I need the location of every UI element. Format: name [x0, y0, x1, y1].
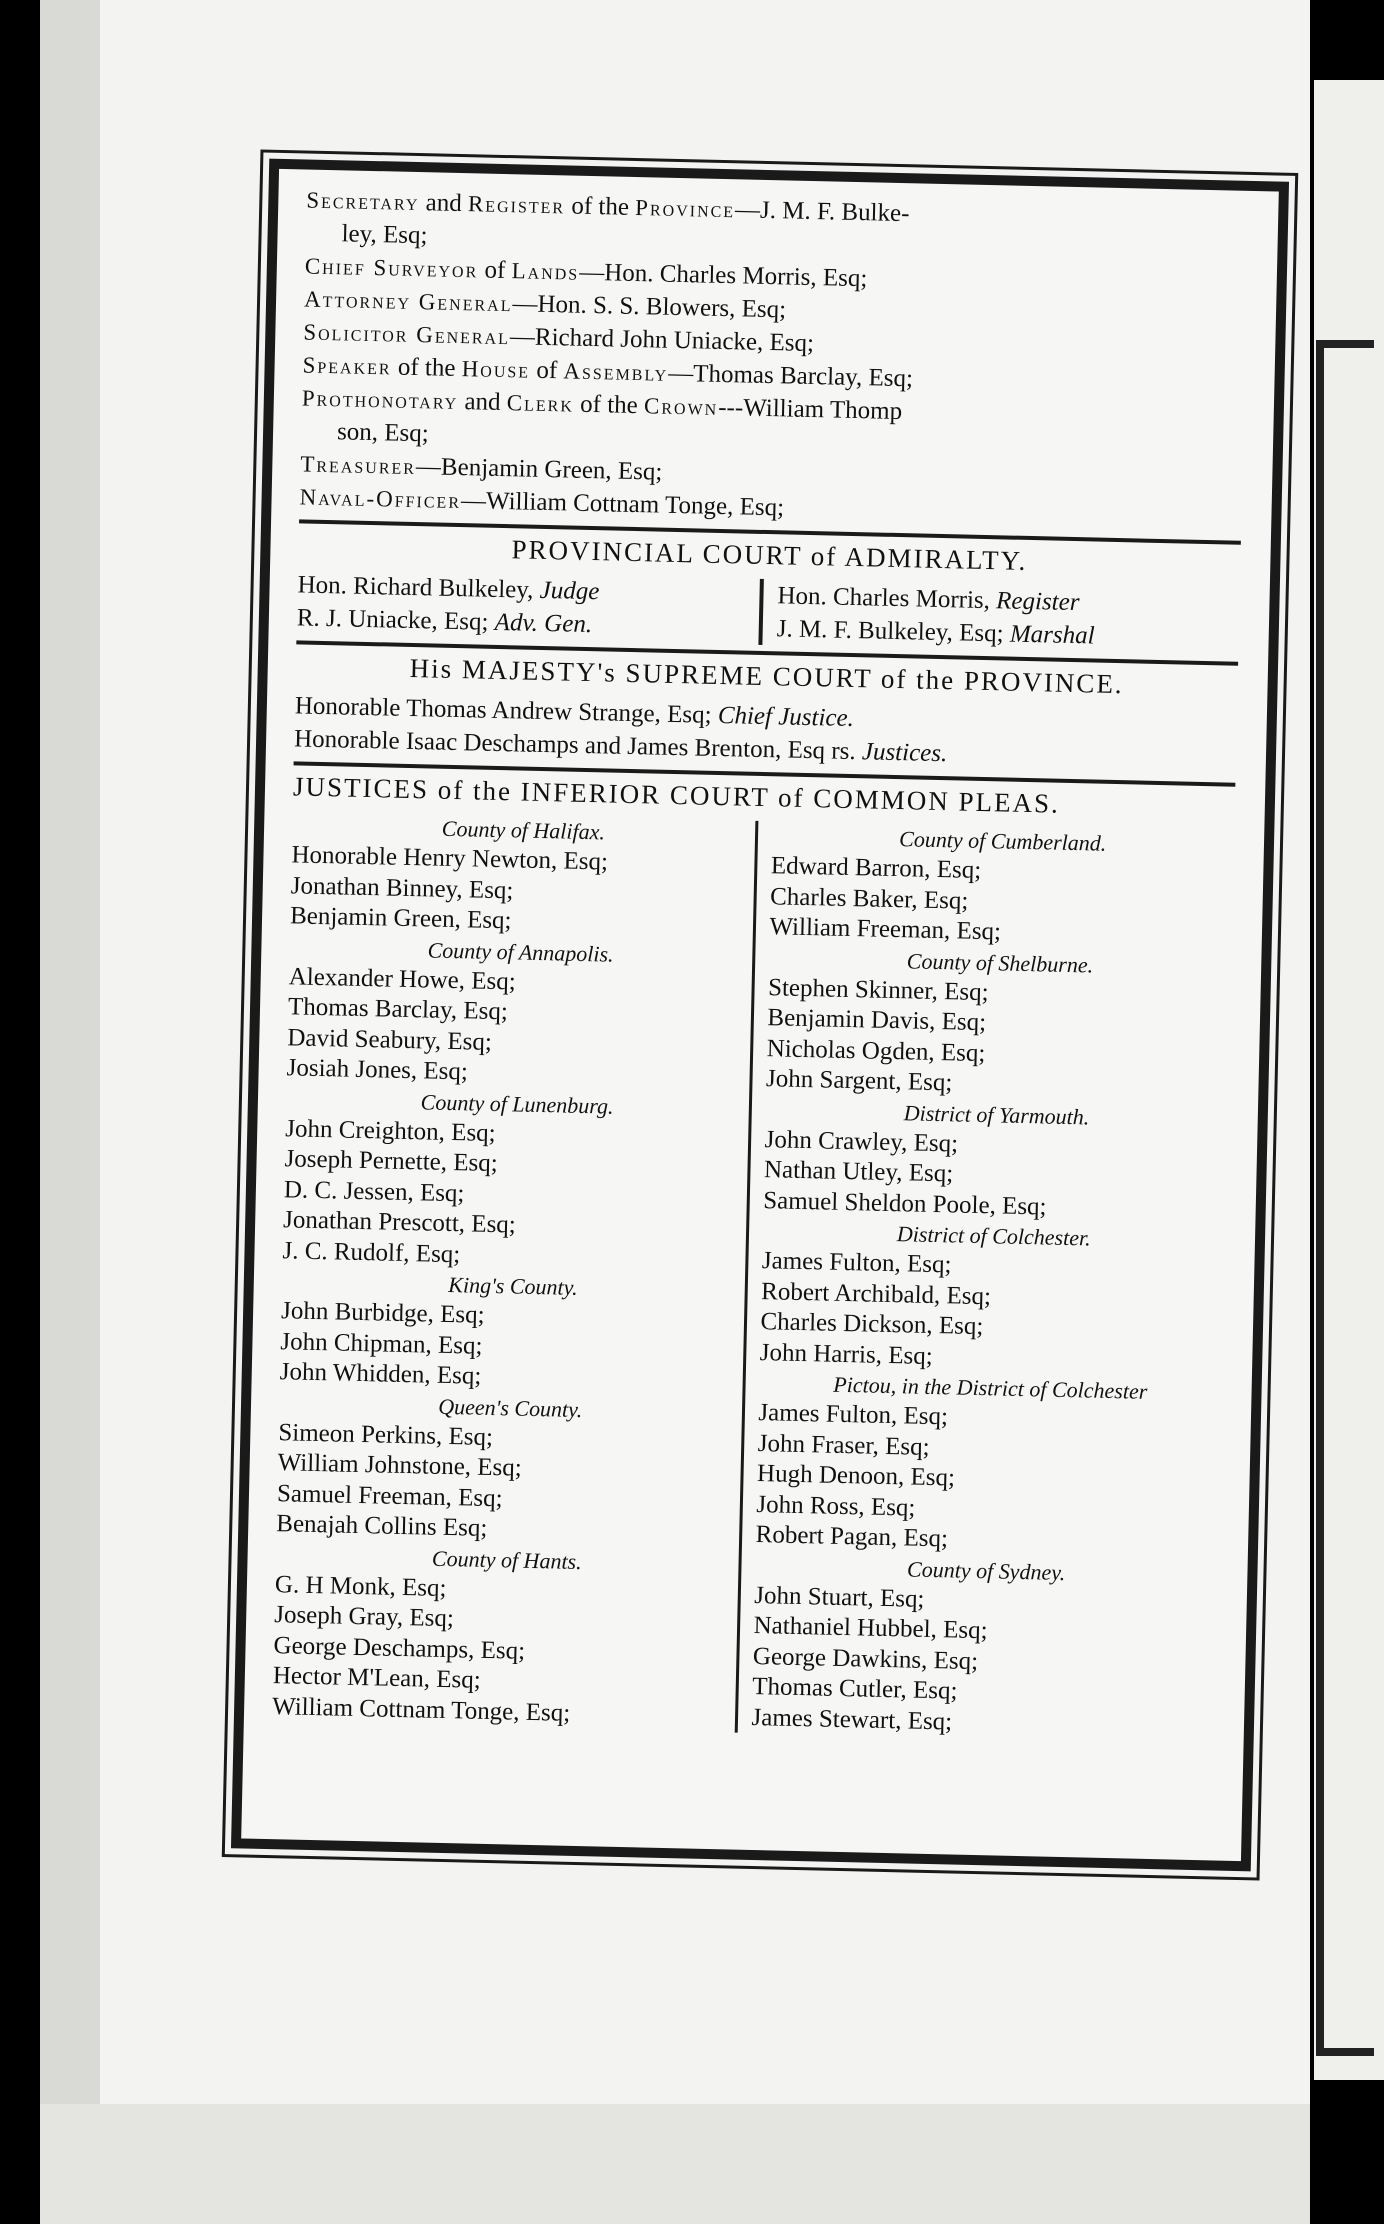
- justice-entry: John Stuart, Esq;: [754, 1581, 925, 1613]
- officer-title: Register: [467, 191, 566, 219]
- facing-page-edge: [1314, 80, 1384, 2080]
- officer-title: Assembly: [563, 358, 669, 386]
- justice-entry: Nathaniel Hubbel, Esq;: [753, 1612, 988, 1645]
- admiralty-left-column: [297, 568, 760, 644]
- entry-role: Marshal: [1009, 620, 1095, 650]
- justice-entry: John Ross, Esq;: [756, 1490, 916, 1522]
- justice-entry: Joseph Pernette, Esq;: [284, 1145, 499, 1178]
- justice-entry: Honorable Henry Newton, Esq;: [291, 841, 609, 876]
- officer-text: —J. M. F. Bulke-: [734, 196, 910, 228]
- justice-entry: Hector M'Lean, Esq;: [272, 1662, 482, 1694]
- justice-entry: Robert Archibald, Esq;: [760, 1277, 992, 1310]
- county-heading: County of Shelburne.: [906, 947, 1094, 978]
- justice-entry: Jonathan Prescott, Esq;: [282, 1206, 517, 1239]
- bordered-text-block: [231, 159, 1289, 1872]
- justice-entry: Robert Pagan, Esq;: [755, 1521, 949, 1553]
- justice-entry: John Fraser, Esq;: [757, 1429, 930, 1461]
- entry-name: Honorable Isaac Deschamps and James Brenton, Esq rs.: [293, 725, 856, 766]
- admiralty-right-column: [758, 579, 1239, 656]
- officer-line-continued: ley, Esq;: [341, 220, 428, 250]
- justice-entry: Benjamin Green, Esq;: [289, 902, 512, 935]
- county-heading: District of Yarmouth.: [903, 1099, 1090, 1129]
- officer-text: of: [529, 356, 564, 385]
- entry-name: Hon. Charles Morris,: [777, 582, 991, 615]
- justice-entry: Josiah Jones, Esq;: [286, 1054, 469, 1086]
- entry-role: Chief Justice.: [717, 701, 855, 733]
- officer-text: —Thomas Barclay, Esq;: [667, 359, 914, 393]
- justice-entry: John Crawley, Esq;: [764, 1125, 959, 1158]
- officer-text: ---William Thomp: [717, 393, 903, 426]
- justice-entry: Charles Baker, Esq;: [769, 882, 969, 915]
- officer-text: —William Cottnam Tonge, Esq;: [460, 487, 785, 522]
- officer-title: Prothonotary: [301, 385, 459, 414]
- officer-title: Speaker: [302, 352, 392, 380]
- county-heading: County of Sydney.: [906, 1555, 1066, 1585]
- county-heading: County of Hants.: [431, 1545, 582, 1574]
- officer-text: of: [478, 256, 512, 285]
- entry-role: Register: [995, 587, 1080, 617]
- county-heading: King's County.: [448, 1272, 578, 1300]
- officer-text: and: [419, 189, 469, 218]
- justices-right-column: [734, 821, 1234, 1744]
- entry-name: Hon. Richard Bulkeley,: [297, 571, 534, 604]
- justice-entry: Thomas Cutler, Esq;: [751, 1673, 958, 1705]
- entry-role: Justices.: [861, 738, 948, 768]
- justices-columns: [272, 810, 1234, 1743]
- officer-text: of the: [573, 390, 645, 420]
- inferior-court-heading: JUSTICES of the INFERIOR COURT of COMMON PLEAS.: [292, 771, 1061, 819]
- justice-entry: John Burbidge, Esq;: [280, 1297, 485, 1329]
- county-heading: County of Lunenburg.: [420, 1088, 614, 1119]
- justice-entry: Stephen Skinner, Esq;: [767, 973, 989, 1006]
- entry-role: Judge: [539, 576, 600, 606]
- officer-title: House: [461, 356, 531, 383]
- county-heading: District of Colchester.: [896, 1221, 1091, 1251]
- officer-title: Province: [634, 194, 736, 223]
- justice-entry: Samuel Sheldon Poole, Esq;: [762, 1186, 1047, 1221]
- justice-entry: James Fulton, Esq;: [758, 1399, 949, 1431]
- justice-entry: Jonathan Binney, Esq;: [290, 871, 514, 904]
- justice-entry: John Sargent, Esq;: [765, 1065, 953, 1097]
- officer-title: Lands: [511, 258, 580, 285]
- officer-title: Secretary: [306, 187, 420, 216]
- entry-name: Honorable Thomas Andrew Strange, Esq;: [294, 692, 712, 729]
- justice-entry: J. C. Rudolf, Esq;: [282, 1236, 461, 1268]
- county-heading: County of Halifax.: [441, 815, 606, 845]
- justice-entry: George Deschamps, Esq;: [273, 1631, 526, 1665]
- officer-title: Clerk: [506, 390, 575, 417]
- officer-text: —Benjamin Green, Esq;: [415, 453, 663, 486]
- justice-entry: G. H Monk, Esq;: [274, 1570, 447, 1602]
- entry-name: J. M. F. Bulkeley, Esq;: [776, 615, 1004, 648]
- justice-entry: William Cottnam Tonge, Esq;: [271, 1692, 571, 1727]
- justice-entry: John Whidden, Esq;: [279, 1358, 482, 1390]
- officer-text: —Hon. Charles Morris, Esq;: [578, 258, 868, 293]
- justice-entry: Nicholas Ogden, Esq;: [766, 1034, 986, 1067]
- county-heading: County of Cumberland.: [898, 826, 1107, 856]
- justice-entry: David Seabury, Esq;: [287, 1023, 493, 1056]
- justice-entry: William Freeman, Esq;: [769, 913, 1002, 946]
- entry-role: Adv. Gen.: [494, 608, 593, 639]
- admiralty-heading: PROVINCIAL COURT of ADMIRALTY.: [511, 534, 1028, 576]
- officer-title: Treasurer: [300, 451, 417, 480]
- justice-entry: D. C. Jessen, Esq;: [283, 1175, 465, 1207]
- officer-title: Crown: [643, 393, 719, 420]
- justice-entry: Edward Barron, Esq;: [770, 852, 982, 884]
- county-heading: County of Annapolis.: [427, 936, 614, 967]
- officer-title: Solicitor General: [303, 319, 511, 350]
- justice-entry: Hugh Denoon, Esq;: [756, 1460, 956, 1492]
- officer-line-continued: son, Esq;: [336, 418, 430, 448]
- page-gutter-shadow: [40, 0, 100, 2224]
- facing-page-frame: [1316, 340, 1374, 2056]
- county-heading: Queen's County.: [438, 1393, 583, 1422]
- justice-entry: Simeon Perkins, Esq;: [278, 1418, 494, 1451]
- officer-title: Chief Surveyor: [304, 253, 479, 283]
- justices-left-column: [272, 810, 755, 1732]
- justice-entry: William Johnstone, Esq;: [277, 1449, 523, 1482]
- officer-text: —Hon. S. S. Blowers, Esq;: [512, 290, 787, 324]
- officer-title: Attorney General: [303, 286, 513, 317]
- entry-name: R. J. Uniacke, Esq;: [296, 604, 489, 636]
- justice-entry: John Creighton, Esq;: [285, 1114, 496, 1147]
- officer-text: of the: [391, 353, 463, 383]
- officer-title: Naval-Officer: [299, 484, 462, 514]
- justice-entry: Benajah Collins Esq;: [276, 1510, 488, 1542]
- justice-entry: James Stewart, Esq;: [751, 1703, 953, 1736]
- justice-entry: George Dawkins, Esq;: [752, 1642, 979, 1675]
- officer-text: and: [457, 387, 508, 417]
- justice-entry: Charles Dickson, Esq;: [760, 1308, 984, 1341]
- justice-entry: Thomas Barclay, Esq;: [287, 993, 509, 1026]
- justice-entry: John Chipman, Esq;: [280, 1327, 483, 1360]
- officer-text: of the: [564, 192, 636, 221]
- page-bottom-margin: [40, 2104, 1310, 2224]
- county-heading: Pictou, in the District of Colchester: [833, 1371, 1148, 1404]
- supreme-court-heading: His MAJESTY's SUPREME COURT of the PROVINCE.: [409, 652, 1124, 700]
- officer-text: —Richard John Uniacke, Esq;: [509, 323, 815, 358]
- justice-entry: Benjamin Davis, Esq;: [767, 1004, 987, 1037]
- officers-list: [299, 184, 1248, 535]
- justice-entry: Nathan Utley, Esq;: [763, 1156, 954, 1188]
- justice-entry: Joseph Gray, Esq;: [273, 1601, 455, 1633]
- justice-entry: John Harris, Esq;: [759, 1338, 934, 1370]
- justice-entry: Samuel Freeman, Esq;: [276, 1479, 503, 1512]
- justice-entry: Alexander Howe, Esq;: [288, 962, 517, 995]
- justice-entry: James Fulton, Esq;: [761, 1247, 952, 1279]
